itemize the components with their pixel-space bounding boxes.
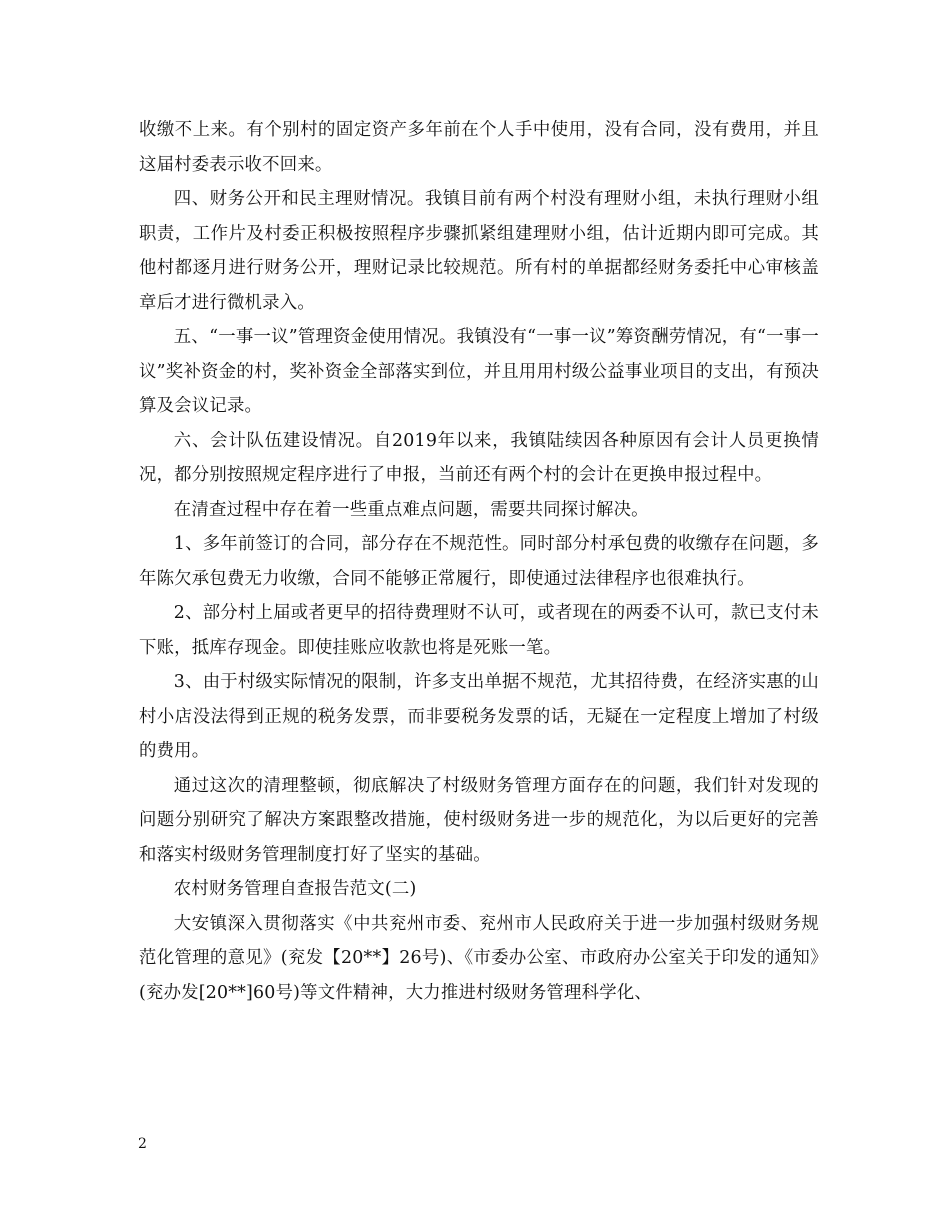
paragraph-8: 3、由于村级实际情况的限制，许多支出单据不规范，尤其招待费，在经济实惠的山村小店没法得到正规的税务发票，而非要税务发票的话，无疑在一定程度上增加了村级的费用。 xyxy=(139,672,819,761)
document-body xyxy=(139,113,819,1010)
paragraph-6: 1、多年前签订的合同，部分存在不规范性。同时部分村承包费的收缴存在问题，多年陈欠承包费无力收缴，合同不能够正常履行，即使通过法律程序也很难执行。 xyxy=(139,534,819,589)
paragraph-5: 在清查过程中存在着一些重点难点问题，需要共同探讨解决。 xyxy=(173,499,649,520)
paragraph-1: 收缴不上来。有个别村的固定资产多年前在个人手中使用，没有合同，没有费用，并且这届村委表示收不回来。 xyxy=(139,120,819,175)
page-number: 2 xyxy=(138,1136,147,1152)
paragraph-4: 六、会计队伍建设情况。自2019年以来，我镇陆续因各种原因有会计人员更换情况，都分别按照规定程序进行了申报，当前还有两个村的会计在更换申报过程中。 xyxy=(139,430,819,485)
paragraph-2: 四、财务公开和民主理财情况。我镇目前有两个村没有理财小组，未执行理财小组职责，工作片及村委正积极按照程序步骤抓紧组建理财小组，估计近期内即可完成。其他村都逐月进行财务公开，理财记录比较规范。所有村的单据都经财务委托中心审核盖章后才进行微机录入。 xyxy=(139,189,819,313)
paragraph-11: 大安镇深入贯彻落实《中共兖州市委、兖州市人民政府关于进一步加强村级财务规范化管理的意见》(兖发【20**】26号)、《市委办公室、市政府办公室关于印发的通知》(兖办发[20**]60号)等文件精神，大力推进村级财务管理科学化、 xyxy=(139,913,819,1003)
paragraph-9: 通过这次的清理整顿，彻底解决了村级财务管理方面存在的问题，我们针对发现的问题分别研究了解决方案跟整改措施，使村级财务进一步的规范化，为以后更好的完善和落实村级财务管理制度打好了坚实的基础。 xyxy=(139,775,819,865)
paragraph-7: 2、部分村上届或者更早的招待费理财不认可，或者现在的两委不认可，款已支付未下账，抵库存现金。即使挂账应收款也将是死账一笔。 xyxy=(139,603,819,658)
paragraph-3: 五、“一事一议”管理资金使用情况。我镇没有“一事一议”筹资酬劳情况，有“一事一议”奖补资金的村，奖补资金全部落实到位，并且用用村级公益事业项目的支出，有预决算及会议记录。 xyxy=(139,327,819,416)
section-heading: 农村财务管理自查报告范文(二) xyxy=(173,879,417,899)
